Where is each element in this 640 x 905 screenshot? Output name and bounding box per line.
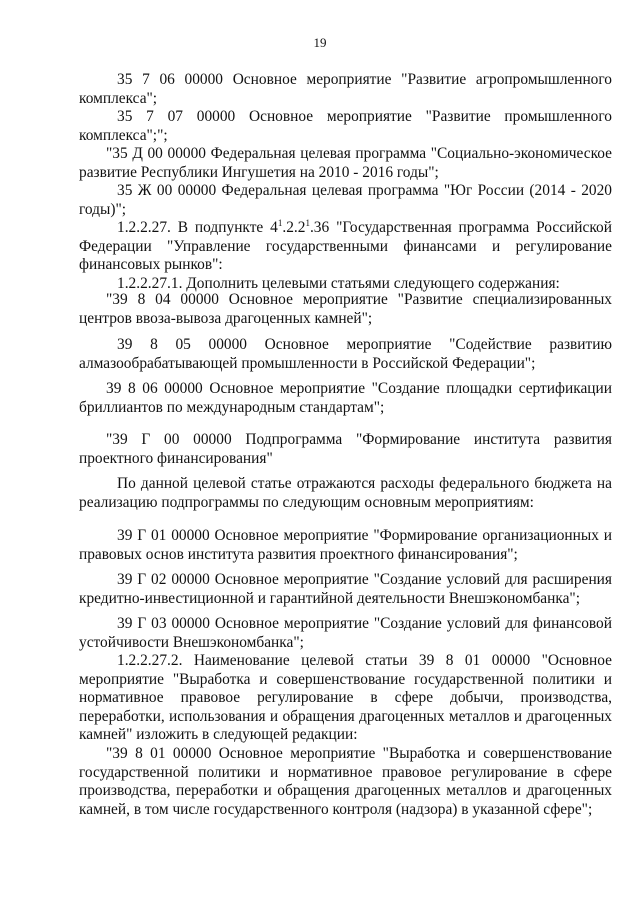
paragraph-39-8-01: "39 8 01 00000 Основное мероприятие "Выработка и совершенствование государственной политики и нормативное правовое регулирование в сфере производства, переработки и обращения драгоценных металлов и драгоценных камней, в том числе государственного контроля (надзора) в указанной сфере"; — [79, 745, 612, 818]
paragraph-39-8-04: "39 8 04 00000 Основное мероприятие "Развитие специализированных центров ввоза-вывоза драгоценных камней"; — [79, 291, 612, 327]
paragraph-1-2-2-27-2: 1.2.2.27.2. Наименование целевой статьи 39 8 01 00000 "Основное мероприятие "Выработка и совершенствование государственной политики и нормативное правовое регулирование в сфере добычи, производства, переработки, использования и обращения драгоценных металлов и драгоценных камней" изложить в следующей редакции: — [79, 652, 612, 744]
paragraph-1-2-2-27-text-mid: .2.2 — [282, 219, 306, 236]
paragraph-39-8-05: 39 8 05 00000 Основное мероприятие "Содействие развитию алмазообрабатывающей промышленности в Российской Федерации"; — [79, 336, 612, 372]
paragraph-35-zh-00: 35 Ж 00 00000 Федеральная целевая программа "Юг России (2014 - 2020 годы)"; — [79, 182, 612, 218]
superscript-1: 1 — [277, 218, 283, 228]
paragraph-39-g-00: "39 Г 00 00000 Подпрограмма "Формирование института развития проектного финансирования" — [79, 431, 612, 467]
paragraph-35-7-07: 35 7 07 00000 Основное мероприятие "Развитие промышленного комплекса";"; — [79, 108, 612, 144]
paragraph-1-2-2-27-text-start: 1.2.2.27. В подпункте 4 — [117, 219, 278, 236]
paragraph-1-2-2-27-text-end: .36 "Государственная программа Российской Федерации "Управление государственными финансами и регулирование финансовых рынков": — [79, 219, 612, 274]
page-number: 19 — [313, 35, 327, 50]
paragraph-39-g-01: 39 Г 01 00000 Основное мероприятие "Формирование организационных и правовых основ института развития проектного финансирования"; — [79, 527, 612, 563]
paragraph-35-7-06: 35 7 06 00000 Основное мероприятие "Развитие агропромышленного комплекса"; — [79, 71, 612, 107]
paragraph-1-2-2-27-1: 1.2.2.27.1. Дополнить целевыми статьями следующего содержания: — [117, 275, 560, 292]
paragraph-1-2-2-27 — [79, 219, 612, 275]
paragraph-description: По данной целевой статье отражаются расходы федерального бюджета на реализацию подпрограммы по следующим основным мероприятиям: — [79, 475, 612, 511]
paragraph-39-g-02: 39 Г 02 00000 Основное мероприятие "Создание условий для расширения кредитно-инвестиционной и гарантийной деятельности Внешэкономбанка"; — [79, 571, 612, 607]
paragraph-39-8-06: 39 8 06 00000 Основное мероприятие "Создание площадки сертификации бриллиантов по международным стандартам"; — [79, 380, 612, 416]
paragraph-35-d-00: "35 Д 00 00000 Федеральная целевая программа "Социально-экономическое развитие Республики Ингушетия на 2010 - 2016 годы"; — [79, 145, 612, 181]
superscript-2: 1 — [305, 218, 310, 228]
paragraph-39-g-03: 39 Г 03 00000 Основное мероприятие "Создание условий для финансовой устойчивости Внешэкономбанка"; — [79, 615, 612, 651]
